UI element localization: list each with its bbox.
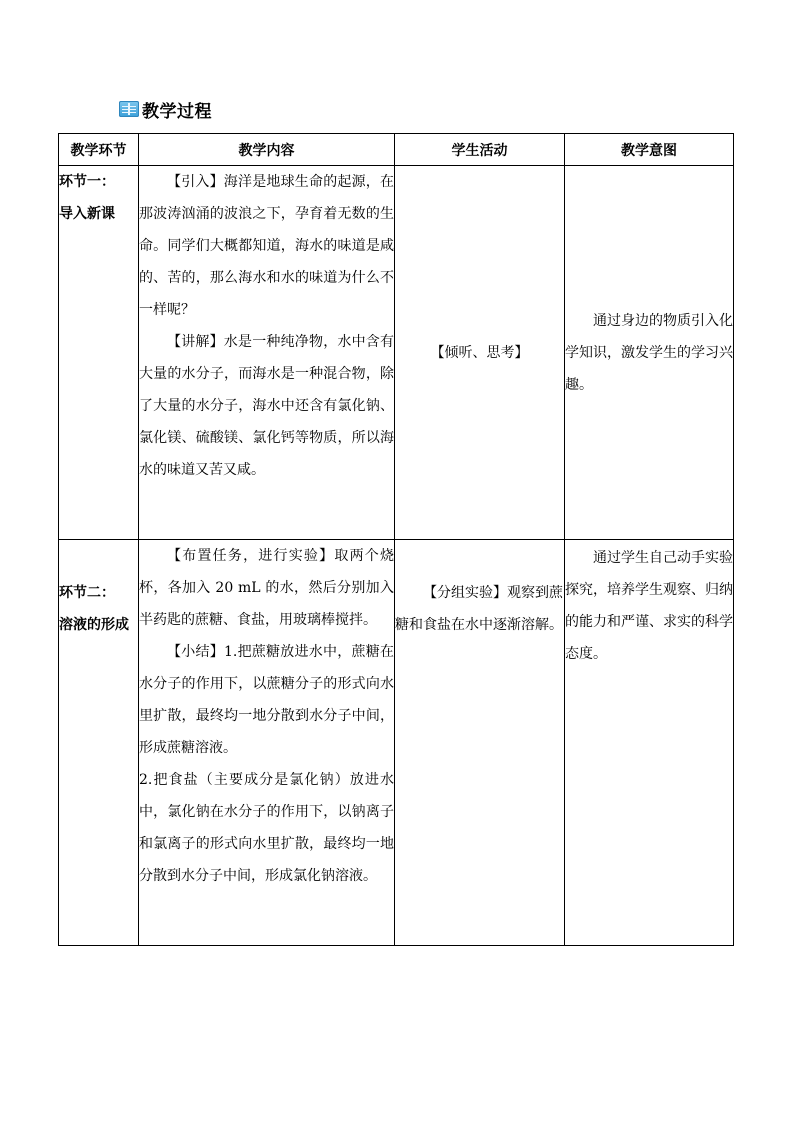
table-row bbox=[59, 166, 734, 540]
lesson-table bbox=[58, 133, 734, 946]
activity-cell bbox=[395, 540, 565, 946]
content-paragraph: 2.把食盐（主要成分是氯化钠）放进水中，氯化钠在水分子的作用下，以钠离子和氯离子的形式向水里扩散，最终均一地分散到水分子中间，形成氯化钠溶液。 bbox=[139, 772, 394, 884]
header-intent: 教学意图 bbox=[565, 134, 734, 166]
table-header-row bbox=[59, 134, 734, 166]
book-icon bbox=[119, 101, 139, 117]
header-content: 教学内容 bbox=[139, 134, 395, 166]
intent-cell bbox=[565, 540, 734, 946]
content-paragraph: 【小结】1.把蔗糖放进水中，蔗糖在水分子的作用下，以蔗糖分子的形式向水里扩散，最终均一地分散到水分子中间，形成蔗糖溶液。 bbox=[139, 644, 394, 756]
stage-cell bbox=[59, 540, 139, 946]
activity-text: 【倾听、思考】 bbox=[430, 344, 529, 361]
stage-number: 环节一： bbox=[59, 174, 115, 190]
stage-cell bbox=[59, 166, 139, 540]
header-activity: 学生活动 bbox=[395, 134, 565, 166]
header-stage: 教学环节 bbox=[59, 134, 139, 166]
stage-name: 溶液的形成 bbox=[59, 617, 129, 633]
table-row bbox=[59, 540, 734, 946]
section-header bbox=[119, 96, 212, 122]
intent-cell bbox=[565, 166, 734, 540]
section-title: 教学过程 bbox=[142, 101, 212, 122]
intent-text: 通过学生自己动手实验探究，培养学生观察、归纳的能力和严谨、求实的科学态度。 bbox=[565, 550, 733, 662]
content-paragraph: 【引入】海洋是地球生命的起源，在那波涛汹涌的波浪之下，孕育着无数的生命。同学们大概都知道，海水的味道是咸的、苦的，那么海水和水的味道为什么不一样呢？ bbox=[139, 174, 394, 318]
activity-cell bbox=[395, 166, 565, 540]
intent-text: 通过身边的物质引入化学知识，激发学生的学习兴趣。 bbox=[565, 312, 733, 393]
activity-text: 【分组实验】观察到蔗糖和食盐在水中逐渐溶解。 bbox=[395, 585, 563, 633]
content-cell bbox=[139, 166, 395, 540]
content-paragraph: 【讲解】水是一种纯净物，水中含有大量的水分子，而海水是一种混合物，除了大量的水分子，海水中还含有氯化钠、氯化镁、硫酸镁、氯化钙等物质，所以海水的味道又苦又咸。 bbox=[139, 334, 394, 478]
content-cell bbox=[139, 540, 395, 946]
content-paragraph: 【布置任务，进行实验】取两个烧杯，各加入 20 mL 的水，然后分别加入半药匙的蔗糖、食盐，用玻璃棒搅拌。 bbox=[139, 548, 394, 628]
stage-number: 环节二： bbox=[59, 585, 115, 601]
stage-name: 导入新课 bbox=[59, 206, 115, 222]
